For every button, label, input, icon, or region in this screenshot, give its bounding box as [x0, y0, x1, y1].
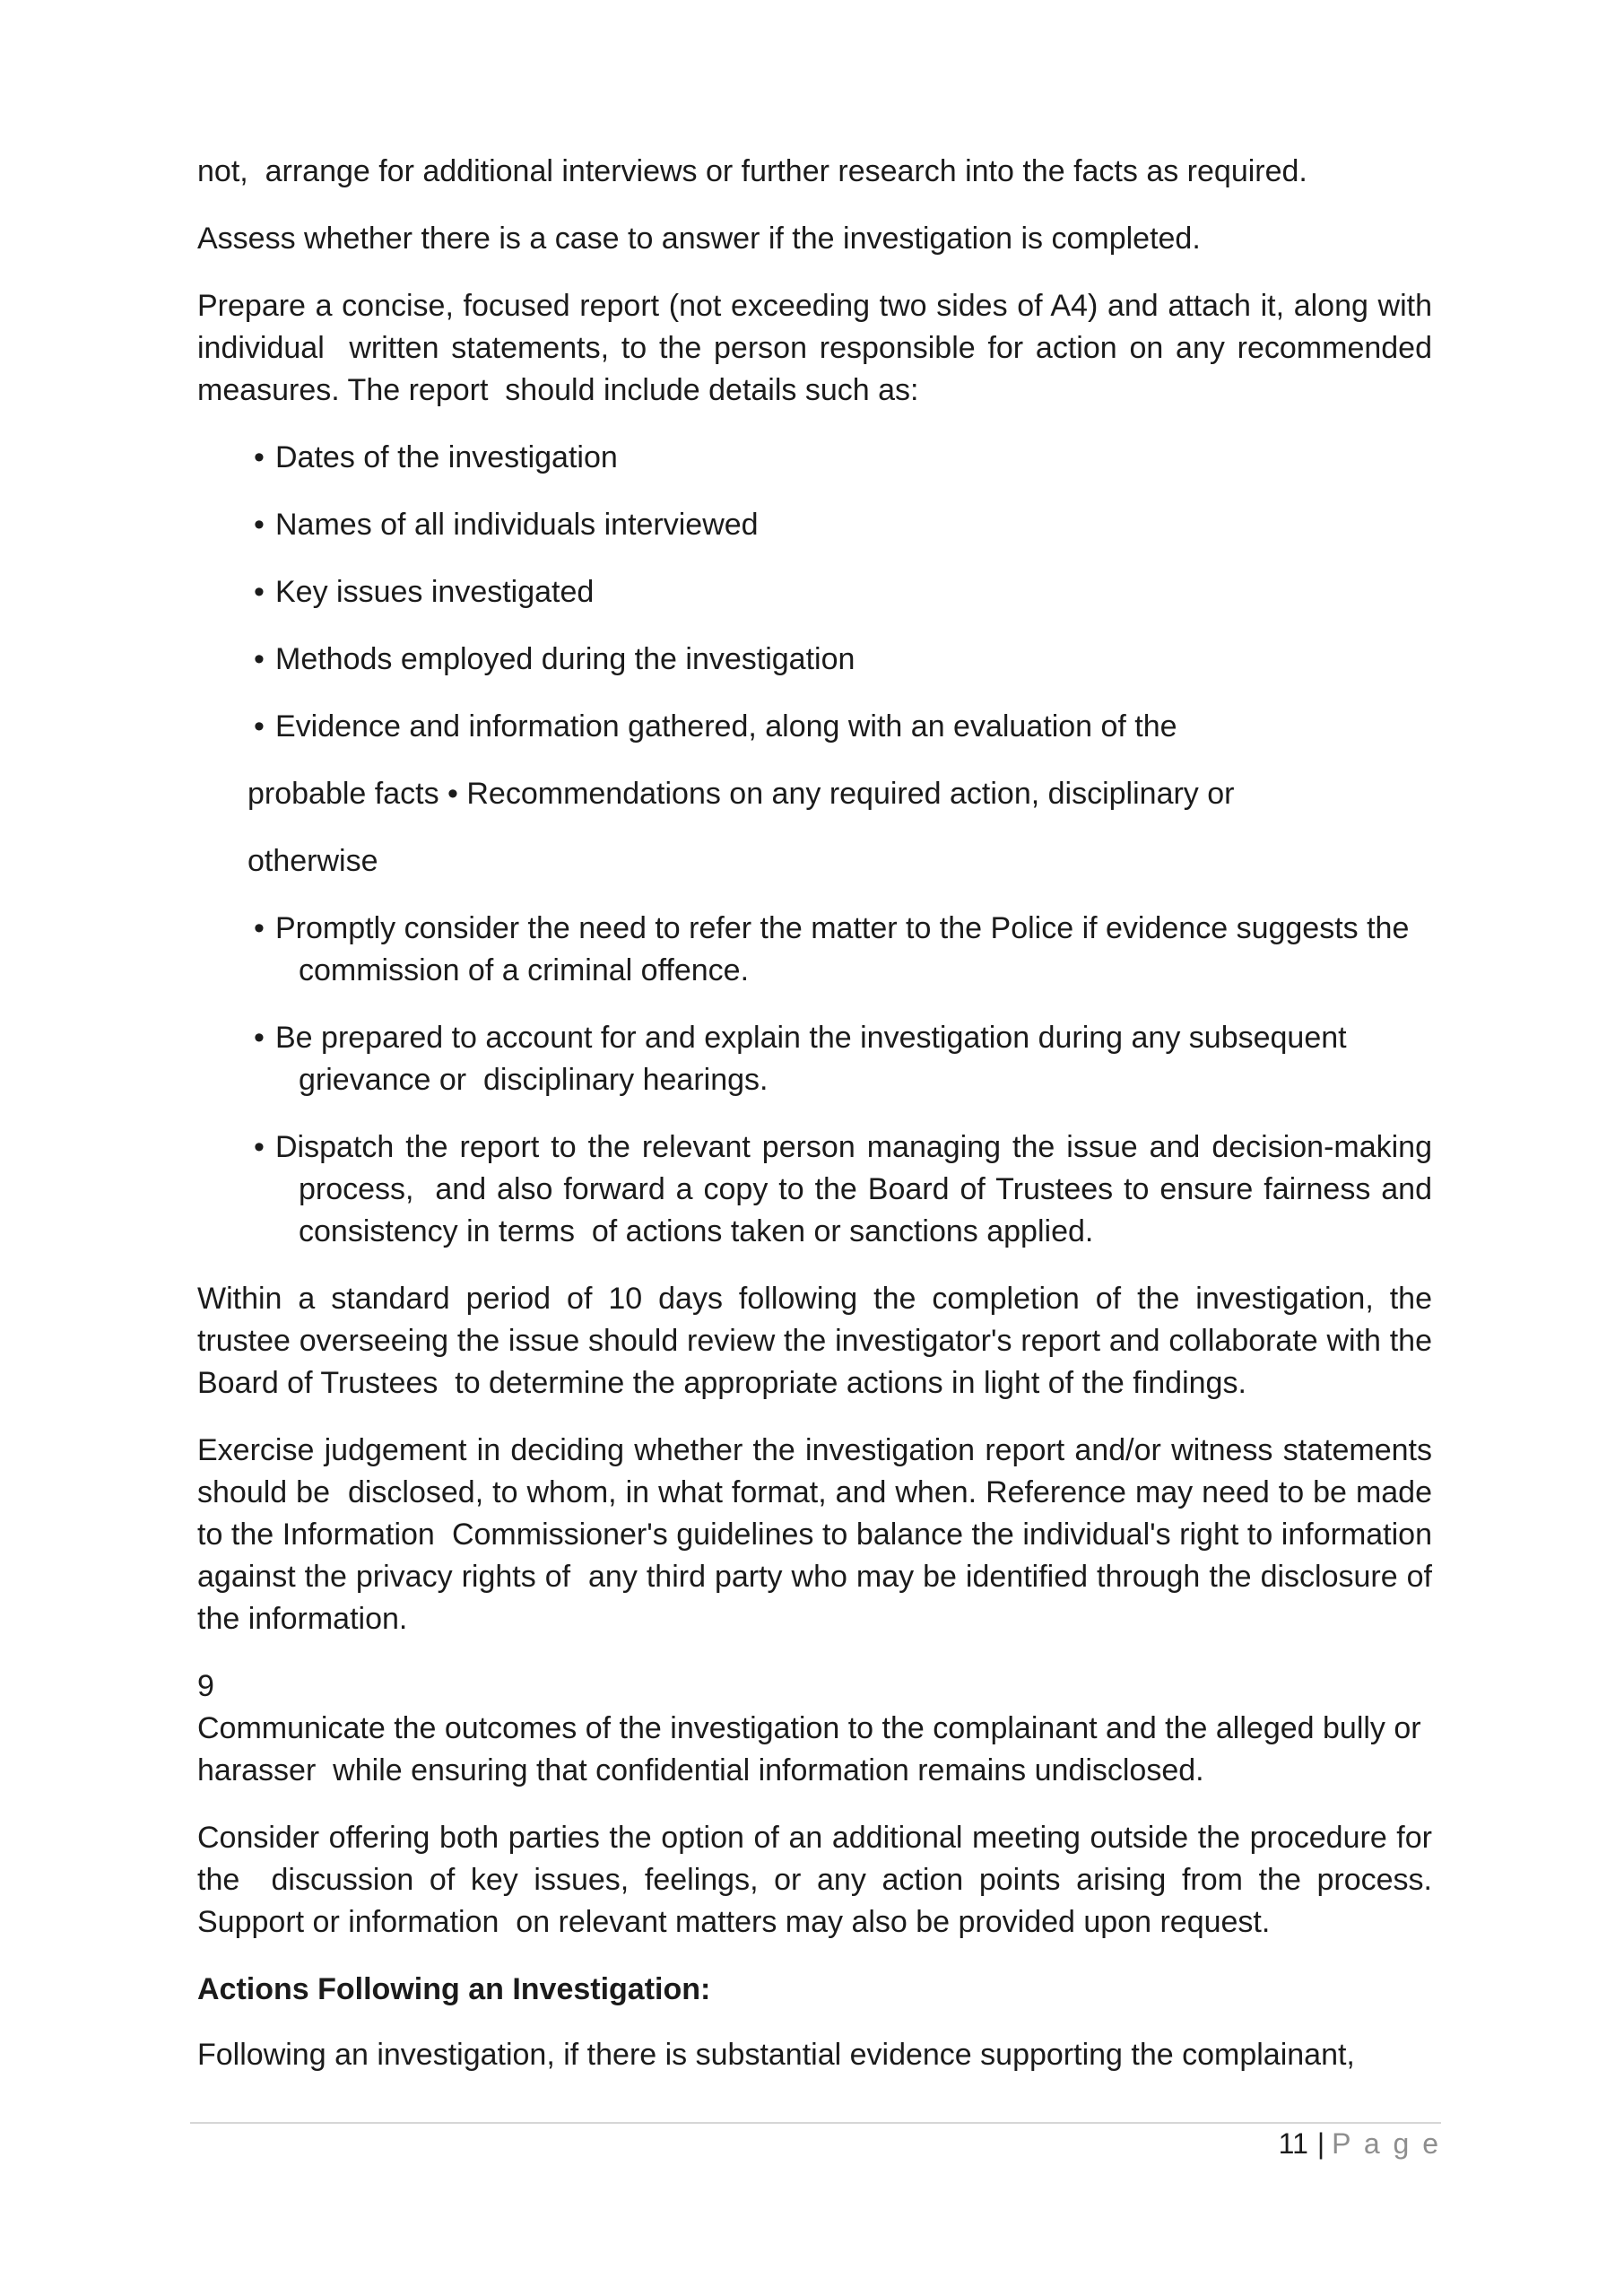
bullet-item-dispatch-report: [197, 1126, 1441, 1253]
paragraph-following-investigation: Following an investigation, if there is substantial evidence supporting the complainant,: [197, 2038, 1355, 2072]
paragraph-within-ten-days: Within a standard period of 10 days following the completion of the investigation, the trustee overseeing the issue should review the investigator's report and collaborate with the Board of Trustees to determine the appropriate actions in light of the findings.: [197, 1282, 1441, 1400]
paragraph-assess-case: Assess whether there is a case to answer if the investigation is completed.: [197, 222, 1201, 256]
bullet-text: Key issues investigated: [275, 575, 595, 609]
bullet-text: Dispatch the report to the relevant person managing the issue and decision-making process, and also forward a copy to the Board of Trustees to ensure fairness and consistency in terms of actions taken or sanctions applied.: [275, 1130, 1441, 1248]
bullet-item-be-prepared: [197, 1017, 1432, 1101]
bullet-marker-icon: •: [254, 440, 265, 474]
page-footer: [190, 2122, 1441, 2161]
page-word: P a g e: [1332, 2127, 1441, 2160]
bullet-marker-icon: •: [254, 911, 265, 945]
paragraph-consider-meeting: Consider offering both parties the option of an additional meeting outside the procedure for the discussion of key issues, feelings, or any action points arising from the process. Support or information on relevant matters may also be provided upon request.: [197, 1821, 1441, 1939]
bullet-marker-icon: •: [254, 575, 265, 609]
bullet-marker-icon: •: [254, 1130, 265, 1164]
paragraph-prepare-report: Prepare a concise, focused report (not exceeding two sides of A4) and attach it, along with individual written statements, to the person responsible for action on any recommended measures. The report should include details such as:: [197, 289, 1441, 407]
bullet-text: Evidence and information gathered, along with an evaluation of the: [275, 709, 1177, 744]
paragraph-communicate-outcomes: Communicate the outcomes of the investigation to the complainant and the alleged bully or harasser while ensuring that confidential information remains undisclosed.: [197, 1711, 1430, 1787]
bullet-marker-icon: •: [254, 642, 265, 676]
bullet-item-key-issues: [197, 571, 1432, 613]
bullet-continuation-probable-facts: probable facts • Recommendations on any required action, disciplinary or: [248, 777, 1235, 811]
bullet-item-dates: [197, 437, 1432, 479]
bullet-text: Methods employed during the investigation: [275, 642, 855, 676]
footer-page-label: [190, 2126, 1441, 2161]
bullet-continuation-otherwise: otherwise: [248, 844, 378, 878]
bullet-marker-icon: •: [254, 1021, 265, 1055]
footer-divider: [190, 2122, 1441, 2124]
bullet-item-methods: [197, 639, 1432, 681]
bullet-item-promptly-police: [197, 908, 1432, 992]
bullet-text: Dates of the investigation: [275, 440, 618, 474]
bullet-item-names: [197, 504, 1432, 546]
paragraph-number-nine: 9: [197, 1669, 214, 1703]
page-number: 11: [1278, 2127, 1308, 2160]
bullet-text: Be prepared to account for and explain the investigation during any subsequent grievance or disciplinary hearings.: [275, 1021, 1356, 1097]
heading-actions-following-investigation: Actions Following an Investigation:: [197, 1972, 711, 2006]
bullet-marker-icon: •: [254, 709, 265, 744]
paragraph-arrange-interviews: not, arrange for additional interviews or further research into the facts as required.: [197, 154, 1307, 188]
bullet-marker-icon: •: [254, 508, 265, 542]
bullet-text: Promptly consider the need to refer the matter to the Police if evidence suggests the commission of a criminal offence.: [275, 911, 1418, 987]
document-body: [197, 151, 1441, 2076]
paragraph-exercise-judgement: Exercise judgement in deciding whether the investigation report and/or witness statements should be disclosed, to whom, in what format, and when. Reference may need to be made to the Information Commissioner's guidelines to balance the individual's right to information against the privacy rights of any third party who may be identified through the disclosure of the information.: [197, 1433, 1441, 1636]
page-number-separator: |: [1316, 2127, 1325, 2160]
bullet-item-evidence: [197, 706, 1432, 748]
bullet-text: Names of all individuals interviewed: [275, 508, 759, 542]
